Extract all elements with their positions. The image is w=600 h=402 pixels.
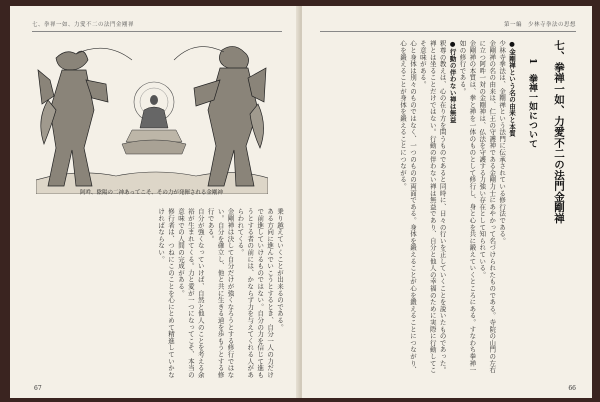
right-page bbox=[302, 6, 592, 398]
right-paragraph: 心と身体は別々のものではなく、一つのものの両面である。身体を鍛えることが心を鍛えることにつながり、心を鍛えることが身体を鍛えることにつながる。 bbox=[399, 40, 417, 374]
chapter-title: 七、拳禅一如、力愛不二の法門金剛禅 bbox=[553, 40, 565, 224]
right-page-number: 66 bbox=[568, 385, 576, 392]
book-spread bbox=[10, 6, 592, 398]
right-paragraph: 金剛禅の本質は、拳と禅を一体のものとして修行し、身と心を共に鍛えていくところにある。すなわち拳禅一如の修行である。 bbox=[458, 40, 477, 374]
sub-heading-action: ●行動の伴わない禅は無益 bbox=[448, 40, 457, 124]
right-paragraph: 禅とは坐ることだけではない。行動の伴わない禅は無益であり、自分と他人の幸福のために実際に行動してこそ意味がある。 bbox=[418, 40, 437, 374]
left-head-rule bbox=[32, 31, 282, 32]
sub-heading-origin: ●金剛禅という名の由来と本質 bbox=[508, 40, 516, 137]
section-title: 1 拳禅一如について bbox=[527, 58, 537, 149]
right-head-rule bbox=[320, 31, 576, 32]
left-page bbox=[10, 6, 301, 398]
right-running-head: 第一編 少林寺拳法の思想 bbox=[503, 22, 576, 28]
left-paragraph: 金剛禅は決して自分だけが強くなろうとする修行ではない。自分を確立し、他と共に生きる道を歩もうとする修行である。 bbox=[206, 208, 235, 378]
right-body-text bbox=[318, 40, 566, 376]
right-paragraph: 金剛禅の名の由来は、仁王の守護神である金剛力士にあやかって名づけられたものである。寺院の山門の左右に立つ阿吽一対の金剛神は、仏法を守護する力強い存在として知られている。 bbox=[478, 40, 497, 374]
left-paragraph: 乗り越えていくことが出来るのである。 bbox=[276, 208, 284, 331]
left-running-head: 七、拳禅一如、力愛不二の法門金剛禅 bbox=[32, 22, 135, 28]
left-paragraph: 自分が強くなっていけば、自然と他人のことを考える余裕が生まれてくる。力と愛が一つになってこそ、本当の意味での人間の完成がある。 bbox=[176, 208, 205, 378]
kongo-rikishi-illustration bbox=[36, 40, 268, 194]
left-paragraph: ある方向に進んでいこうとするとき、自分一人の力だけで前進していけるものではない。自分の力を信じて進もうとする者の前には、かならず力を与えてくれる人があらわれてくる。 bbox=[236, 208, 275, 378]
right-paragraph: 釈尊の教えは、心の在り方を問うものであると同時に、日々の行いを正していくことを説いたものであった。 bbox=[438, 40, 447, 374]
left-body-text bbox=[32, 208, 284, 378]
right-paragraph: 少林寺拳法は、金剛禅という法門に伝承されている修行法である。 bbox=[498, 40, 507, 244]
illustration-caption: 阿吽、陰陽の二神あってこそ、その力が発揮される金剛神 bbox=[80, 190, 223, 196]
left-page-number: 67 bbox=[34, 385, 42, 392]
left-paragraph: 修行者は、つねにこのことを心にとめて精進していかなければならない。 bbox=[157, 208, 176, 378]
